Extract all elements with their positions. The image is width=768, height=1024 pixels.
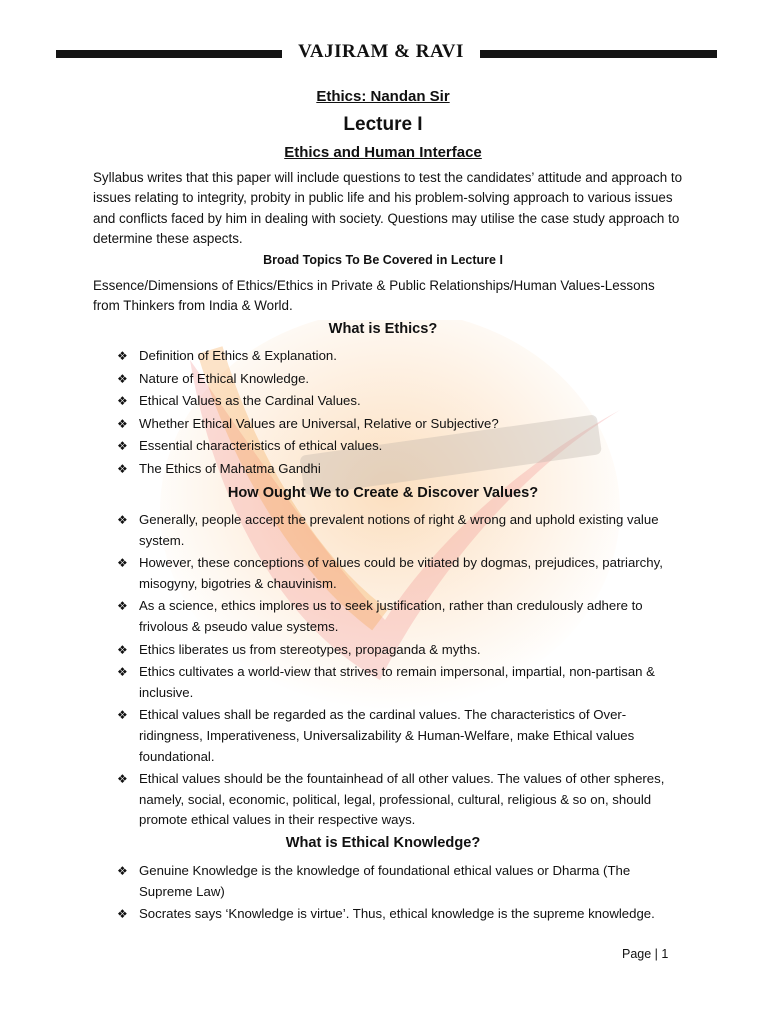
list-item: ❖ Ethics cultivates a world-view that strives to remain impersonal, impartial, non-partisan & inclusive. <box>117 664 655 700</box>
list-item: ❖ Ethical values shall be regarded as the cardinal values. The characteristics of Over-ridingness, Imperativeness, Universalizability & Human-Welfare, make Ethical values foundational. <box>117 707 635 764</box>
bullet-list-create-discover-values <box>117 510 677 833</box>
diamond-bullet-icon: ❖ <box>117 642 128 657</box>
diamond-bullet-icon: ❖ <box>117 599 128 614</box>
diamond-bullet-icon: ❖ <box>117 349 128 363</box>
list-item: ❖ Essential characteristics of ethical values. <box>117 436 677 457</box>
diamond-bullet-icon: ❖ <box>117 439 128 454</box>
header-rule-right <box>480 50 717 58</box>
page-number: Page | 1 <box>622 947 669 961</box>
diamond-bullet-icon: ❖ <box>117 907 128 922</box>
list-item: ❖ Whether Ethical Values are Universal, Relative or Subjective? <box>117 414 677 435</box>
list-item: ❖ Socrates says ‘Knowledge is virtue’. Thus, ethical knowledge is the supreme knowledge. <box>117 904 677 925</box>
author-line: Ethics: Nandan Sir <box>316 88 450 105</box>
list-item: ❖ Ethics liberates us from stereotypes, propaganda & myths. <box>117 640 677 661</box>
list-item: ❖ However, these conceptions of values could be vitiated by dogmas, prejudices, patriarchy, misogyny, bigotries & chauvinism. <box>117 555 663 591</box>
diamond-bullet-icon: ❖ <box>117 556 128 571</box>
list-item: ❖ The Ethics of Mahatma Gandhi <box>117 459 677 480</box>
diamond-bullet-icon: ❖ <box>117 665 128 680</box>
syllabus-paragraph: Syllabus writes that this paper will include questions to test the candidates’ attitude and approach to issues relating to integrity, probity in public life and his problem-solving approach to various issues and conflicts faced by him in dealing with society. Questions may utilise the case study approach to determine these aspects. <box>93 170 683 247</box>
section-heading-ethical-knowledge: What is Ethical Knowledge? <box>285 835 481 851</box>
list-item: ❖ Nature of Ethical Knowledge. <box>117 369 677 390</box>
section-title: Ethics and Human Interface <box>284 144 482 161</box>
list-item: ❖ As a science, ethics implores us to seek justification, rather than credulously adhere to frivolous & pseudo value systems. <box>117 598 643 634</box>
list-item: ❖ Ethical values should be the fountainhead of all other values. The values of other spheres, namely, social, economic, political, legal, professional, cultural, religious & so on, should promote ethical values in their respective ways. <box>117 771 665 828</box>
diamond-bullet-icon: ❖ <box>117 394 128 409</box>
section-heading-create-discover-values: How Ought We to Create & Discover Values? <box>227 485 539 501</box>
diamond-bullet-icon: ❖ <box>117 371 128 386</box>
list-item: ❖ Definition of Ethics & Explanation. <box>117 346 677 367</box>
section-heading-what-is-ethics: What is Ethics? <box>328 321 438 337</box>
diamond-bullet-icon: ❖ <box>117 513 128 527</box>
bullet-list-ethical-knowledge <box>117 861 677 927</box>
topics-paragraph: Essence/Dimensions of Ethics/Ethics in Private & Public Relationships/Human Values-Lessons from Thinkers from India & World. <box>93 278 655 314</box>
bullet-list-what-is-ethics <box>117 346 677 482</box>
diamond-bullet-icon: ❖ <box>117 461 128 476</box>
header-title: VAJIRAM & RAVI <box>298 41 464 62</box>
diamond-bullet-icon: ❖ <box>117 772 128 787</box>
header-rule-left <box>56 50 282 58</box>
lecture-title: Lecture I <box>343 114 423 135</box>
diamond-bullet-icon: ❖ <box>117 864 128 878</box>
list-item: ❖ Genuine Knowledge is the knowledge of foundational ethical values or Dharma (The Supreme Law) <box>117 863 631 899</box>
diamond-bullet-icon: ❖ <box>117 416 128 431</box>
diamond-bullet-icon: ❖ <box>117 708 128 723</box>
document-header <box>56 41 717 62</box>
list-item: ❖ Ethical Values as the Cardinal Values. <box>117 391 677 412</box>
topics-heading: Broad Topics To Be Covered in Lecture I <box>263 253 503 267</box>
list-item: ❖ Generally, people accept the prevalent notions of right & wrong and uphold existing value system. <box>117 512 659 548</box>
